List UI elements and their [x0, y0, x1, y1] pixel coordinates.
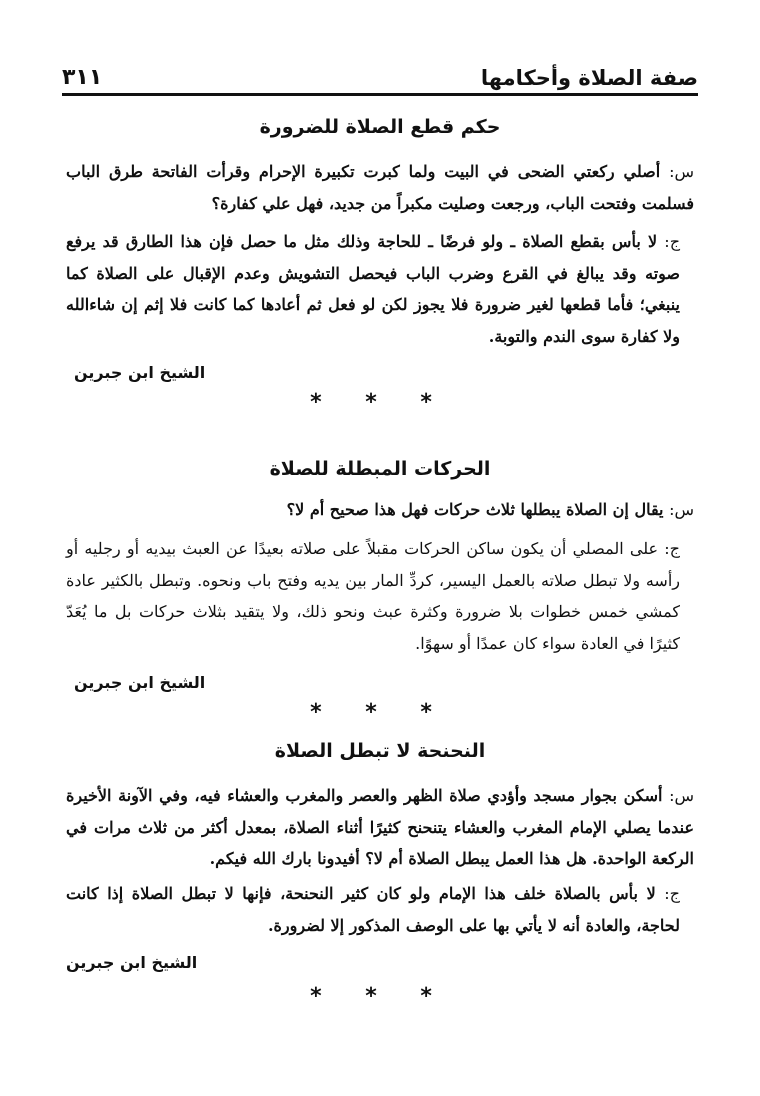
separator: * * * [310, 984, 450, 1009]
section-1-answer [66, 226, 694, 352]
header-rule [62, 93, 698, 96]
section-3 [66, 736, 694, 766]
section-2-author-wrap [74, 668, 205, 698]
section-3-question [66, 780, 694, 875]
question-text: أسكن بجوار مسجد وأؤدي صلاة الظهر والعصر والمغرب والعشاء فيه، وفي الآونة الأخيرة عندما يصلي الإمام المغرب والعشاء يتنحنح كثيرًا أثناء الصلاة، بمعدل أكثر من ثلاث مرات في الركعة الواحدة. هل هذا العمل يبطل الصلاة أم لا؟ أفيدونا بارك الله فيكم. [66, 786, 694, 868]
running-title: صفة الصلاة وأحكامها [480, 66, 698, 90]
answer-paragraph [66, 878, 694, 941]
section-1-author-wrap [74, 358, 205, 388]
section-1-question [66, 156, 694, 219]
answer-label: ج: [664, 884, 680, 903]
question-paragraph [66, 780, 694, 875]
separator: * * * [310, 700, 450, 725]
section-2-answer [66, 533, 694, 659]
answer-paragraph [66, 226, 694, 352]
section-title: الحركات المبطلة للصلاة [269, 458, 491, 480]
page-header [62, 60, 698, 90]
separator: * * * [310, 390, 450, 415]
answer-text: لا بأس بقطع الصلاة ـ ولو فرضًا ـ للحاجة وذلك مثل ما حصل فإن هذا الطارق قد يرفع صوته وقد يبالغ في القرع وضرب الباب فيحصل التشويش وعدم الإقبال على الصلاة كما ينبغي؛ فأما قطعها لغير ضرورة فلا يجوز لكن لو فعل ثم أعادها كما كانت فلا إثم إن شاءالله ولا كفارة سوى الندم والتوبة. [66, 232, 680, 346]
question-text: أصلي ركعتي الضحى في البيت ولما كبرت تكبيرة الإحرام وقرأت الفاتحة طرق الباب فسلمت وفتحت الباب، ورجعت وصليت مكبراً من جديد، فهل علي كفارة؟ [66, 162, 694, 213]
answer-text: على المصلي أن يكون ساكن الحركات مقبلاً على صلاته بعيدًا عن العبث بيديه أو رجليه أو رأسه ولا تبطل صلاته بالعمل اليسير، كردِّ المار بين يديه وفتح باب ونحوه. وتبطل بالكثير عادة كمشي خمس خطوات بلا ضرورة وكثرة عبث ونحو ذلك، ولا يتقيد بثلاث حركات بل ما يُعَدّ كثيرًا في العادة سواء كان عمدًا أو سهوًا. [66, 539, 681, 653]
author: الشيخ ابن جبرين [74, 363, 206, 382]
section-title: حكم قطع الصلاة للضرورة [259, 116, 501, 138]
section-title: النحنحة لا تبطل الصلاة [274, 740, 486, 762]
section-2-question [66, 494, 694, 526]
question-label: س: [669, 786, 695, 805]
question-paragraph [66, 156, 694, 219]
question-label: س: [669, 162, 694, 181]
section-3-author-wrap [66, 948, 197, 978]
question-paragraph [66, 494, 694, 526]
question-text: يقال إن الصلاة يبطلها ثلاث حركات فهل هذا صحيح أم لا؟ [286, 500, 664, 519]
author: الشيخ ابن جبرين [74, 673, 206, 692]
question-label: س: [669, 500, 694, 519]
section-1 [66, 112, 694, 142]
answer-paragraph [66, 533, 694, 659]
answer-text: لا بأس بالصلاة خلف هذا الإمام ولو كان كثير النحنحة، فإنها لا تبطل الصلاة إذا كانت لحاجة، والعادة أنه لا يأتي بها على الوصف المذكور إلا لضرورة. [66, 884, 680, 935]
author: الشيخ ابن جبرين [66, 953, 198, 972]
section-2 [66, 454, 694, 484]
page-number: ٣١١ [62, 65, 103, 90]
answer-label: ج: [664, 232, 681, 251]
section-3-answer [66, 878, 694, 941]
answer-label: ج: [664, 539, 680, 558]
